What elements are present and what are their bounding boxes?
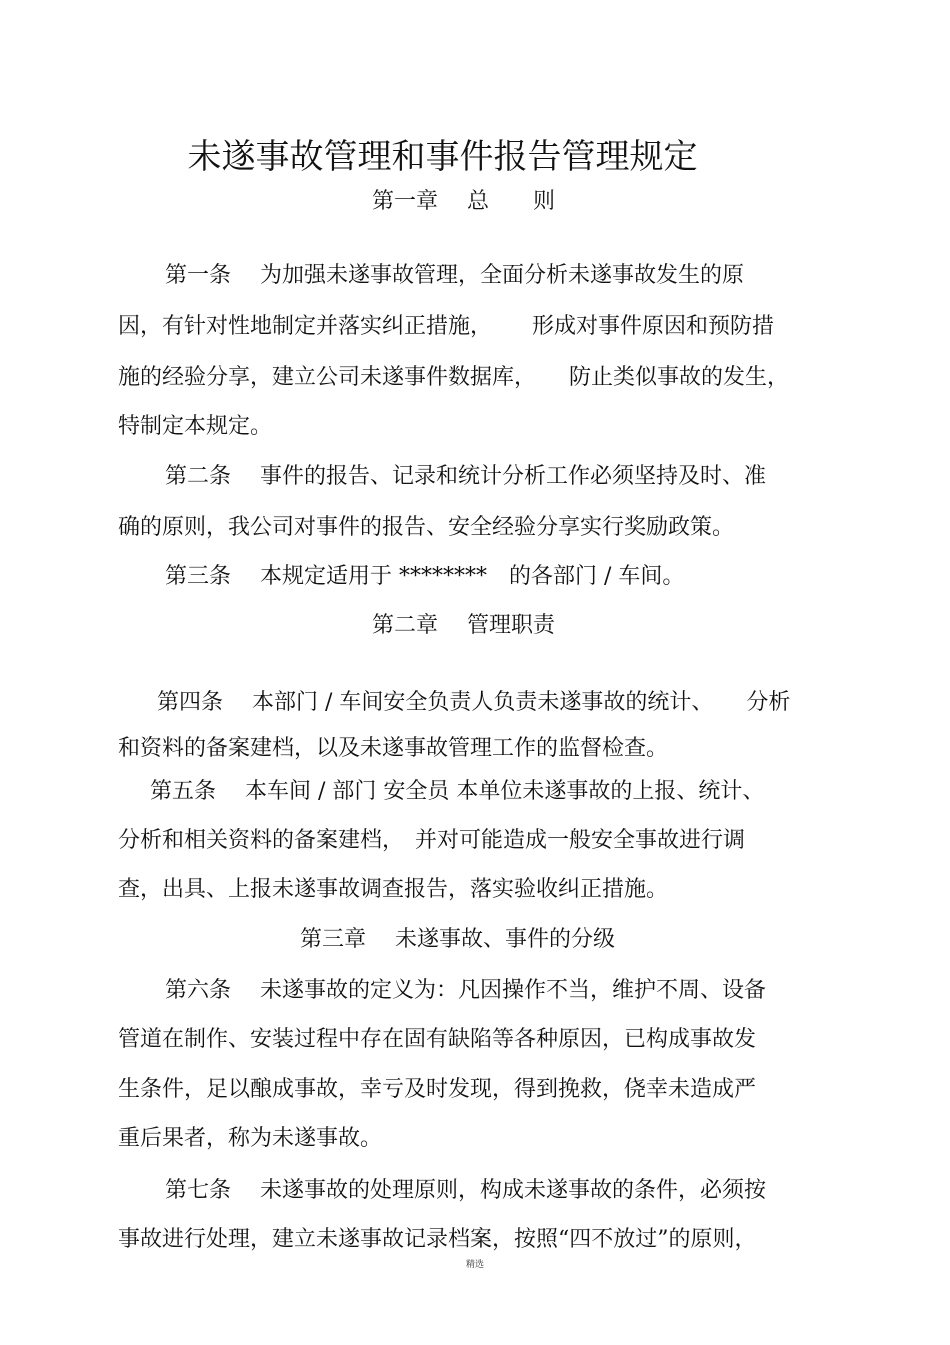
document-title: 未遂事故管理和事件报告管理规定 xyxy=(187,137,698,177)
chapter-heading-2: 第二章 管理职责 xyxy=(372,613,555,638)
article-2-line-1: 第二条 事件的报告、记录和统计分析工作必须坚持及时、准 xyxy=(165,464,766,489)
article-6-line-4: 重后果者，称为未遂事故。 xyxy=(118,1126,383,1151)
article-7-line-2: 事故进行处理，建立未遂事故记录档案，按照“四不放过”的原则， xyxy=(118,1227,757,1252)
article-2-line-2: 确的原则，我公司对事件的报告、安全经验分享实行奖励政策。 xyxy=(118,515,735,540)
article-1-line-1: 第一条 为加强未遂事故管理，全面分析未遂事故发生的原 xyxy=(165,263,744,288)
article-6-line-1: 第六条 未遂事故的定义为：凡因操作不当，维护不周、设备 xyxy=(165,978,766,1003)
article-6-line-2: 管道在制作、安装过程中存在固有缺陷等各种原因，已构成事故发 xyxy=(118,1027,757,1052)
article-5-line-1: 第五条 本车间 / 部门 安全员 本单位未遂事故的上报、统计、 xyxy=(150,779,765,804)
article-4-line-2: 和资料的备案建档，以及未遂事故管理工作的监督检查。 xyxy=(118,736,669,761)
article-4-line-1: 第四条 本部门 / 车间安全负责人负责未遂事故的统计、 分析 xyxy=(157,690,791,715)
chapter-heading-1: 第一章 总 则 xyxy=(372,189,555,214)
article-1-line-2: 因，有针对性地制定并落实纠正措施， 形成对事件原因和预防措 xyxy=(118,314,774,339)
article-5-line-2: 分析和相关资料的备案建档， 并对可能造成一般安全事故进行调 xyxy=(118,828,746,853)
article-5-line-3: 查，出具、上报未遂事故调查报告，落实验收纠正措施。 xyxy=(118,877,669,902)
chapter-heading-3: 第三章 未遂事故、事件的分级 xyxy=(300,927,615,952)
article-7-line-1: 第七条 未遂事故的处理原则，构成未遂事故的条件，必须按 xyxy=(165,1178,766,1203)
article-1-line-4: 特制定本规定。 xyxy=(118,414,273,439)
article-1-line-3: 施的经验分享，建立公司未遂事件数据库， 防止类似事故的发生， xyxy=(118,365,790,390)
article-3: 第三条 本规定适用于 ******** 的各部门 / 车间。 xyxy=(165,564,685,589)
article-6-line-3: 生条件，足以酿成事故，幸亏及时发现，得到挽救，侥幸未造成严 xyxy=(118,1077,757,1102)
page-footer-label: 精选 xyxy=(465,1260,484,1270)
